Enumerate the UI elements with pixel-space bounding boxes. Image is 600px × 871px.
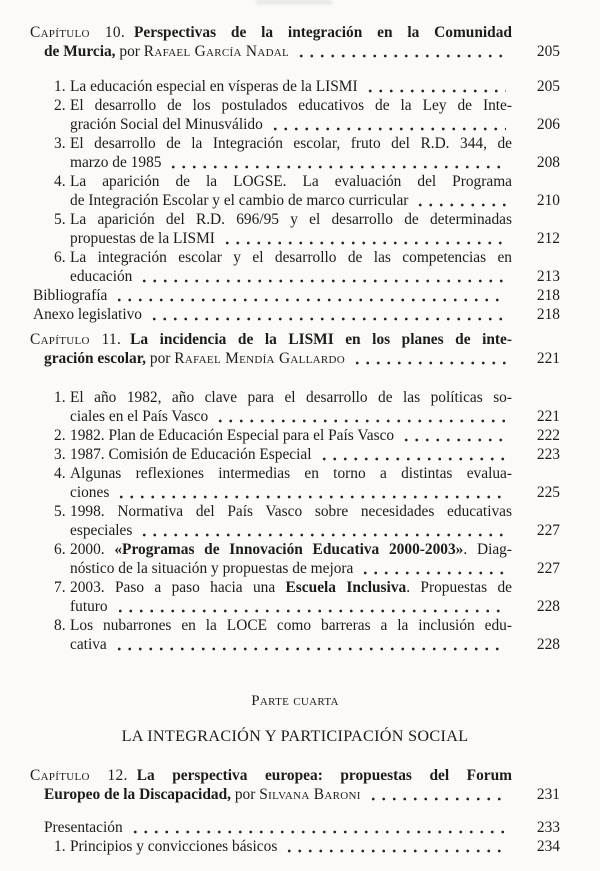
chapter-12-heading <box>30 766 560 804</box>
toc-item-number: 6. <box>54 249 66 266</box>
dot-leader <box>132 267 512 286</box>
toc-item-number: 5. <box>54 503 66 520</box>
toc-entry <box>30 96 560 115</box>
page-number: 228 <box>536 598 560 615</box>
page-number: 225 <box>536 484 560 501</box>
toc-item-text: La aparición del R.D. 696/95 y el desarrollo de determinadas <box>70 211 512 228</box>
page-number: 205 <box>536 78 560 95</box>
page-number: 210 <box>536 192 560 209</box>
dot-leader <box>277 837 512 856</box>
toc-entry <box>30 426 560 445</box>
por-text: por <box>234 786 256 803</box>
page-number: 218 <box>536 306 560 323</box>
toc-item-text: propuestas de la LISMI <box>70 230 215 247</box>
toc-entry <box>30 172 560 191</box>
toc-item-text: Principios y convicciones básicos <box>70 838 278 855</box>
dot-leader <box>408 191 512 210</box>
toc-item-text: ciales en el País Vasco <box>70 408 209 425</box>
page-number: 218 <box>536 287 560 304</box>
toc-entry-continuation <box>30 153 560 172</box>
toc-item-text: especiales <box>70 522 133 539</box>
toc-entry <box>30 445 560 464</box>
page-number: 206 <box>536 116 560 133</box>
dot-leader <box>353 559 512 578</box>
chapter-heading-text <box>30 330 512 349</box>
dot-leader <box>312 445 513 464</box>
toc-item-text-segment: 2000. <box>70 541 115 558</box>
page-number: 223 <box>536 446 560 463</box>
toc-item-number: 3. <box>54 135 66 152</box>
toc-item-text: La educación especial en vísperas de la LISMI <box>70 78 358 95</box>
dot-leader <box>107 635 512 654</box>
page-number: 233 <box>536 819 560 836</box>
chapter-10-heading <box>30 23 560 61</box>
chapter-title-continuation: de Murcia, <box>44 43 116 60</box>
dot-leader <box>132 521 512 540</box>
toc-entry-continuation <box>30 559 560 578</box>
toc-item-text: El desarrollo de la Integración escolar, fruto del R.D. 344, de <box>70 135 512 152</box>
page-number: 221 <box>536 408 560 425</box>
chapter-heading-line <box>30 785 560 804</box>
toc-item-text: El desarrollo de los postulados educativos de la Ley de Inte- <box>70 97 512 114</box>
toc-item-number: 4. <box>54 173 66 190</box>
toc-item-text: futuro <box>70 598 108 615</box>
dot-leader <box>107 286 512 305</box>
toc-item-number: 6. <box>54 541 66 558</box>
toc-entry <box>30 134 560 153</box>
toc-item-text: marzo de 1985 <box>70 154 162 171</box>
page-number: 231 <box>536 786 560 803</box>
toc-item-text: La integración escolar y el desarrollo de las competencias en <box>70 249 512 266</box>
toc-item-text: cativa <box>70 636 107 653</box>
chapter-heading-line <box>30 766 560 785</box>
toc-entry <box>30 818 560 837</box>
page-number: 234 <box>536 838 560 855</box>
author-name: Rafael García Nadal <box>143 43 290 60</box>
toc-item-text: Anexo legislativo <box>33 306 142 323</box>
chapter-title-continuation: Europeo de la Discapacidad, <box>44 786 231 803</box>
toc-entry-continuation <box>30 597 560 616</box>
part-kicker: Parte cuarta <box>251 693 339 709</box>
toc-item-number: 3. <box>54 446 66 463</box>
toc-item-number: 2. <box>54 97 66 114</box>
dot-leader <box>109 483 512 502</box>
author-name: Rafael Mendía Gallardo <box>174 350 346 367</box>
chapter-heading-line <box>30 330 560 349</box>
toc-item-text: 1982. Plan de Educación Especial para el País Vasco <box>70 427 395 444</box>
page-number: 227 <box>536 560 560 577</box>
toc-item-text-bold: Escuela Inclusiva <box>285 579 407 596</box>
chapter-title-continuation: gración escolar, <box>44 350 147 367</box>
toc-entry-continuation <box>30 635 560 654</box>
toc-item-number: 5. <box>54 211 66 228</box>
dot-leader <box>142 305 512 324</box>
toc-item-text: 1998. Normativa del País Vasco sobre necesidades educativas <box>70 503 512 520</box>
toc-item-number: 1. <box>54 389 66 406</box>
toc-item-text: El año 1982, año clave para el desarrollo de las políticas so- <box>70 389 512 406</box>
toc-item-text: Bibliografía <box>33 287 108 304</box>
chapter-12-items <box>30 818 560 856</box>
toc-entry <box>30 837 560 856</box>
toc-item-text: educación <box>70 268 133 285</box>
dot-leader <box>123 818 512 837</box>
toc-item-text-segment: . Propuestas de <box>406 579 512 596</box>
toc-entry-continuation <box>30 115 560 134</box>
dot-leader <box>394 426 512 445</box>
toc-entry <box>30 502 560 521</box>
page-number: 222 <box>536 427 560 444</box>
chapter-title: La perspectiva europea: propuestas del Forum <box>136 767 512 784</box>
toc-item-text-segment: 2003. Paso a paso hacia una <box>70 579 286 596</box>
chapter-heading-text <box>44 42 289 61</box>
dot-leader <box>161 153 512 172</box>
author-name: Silvana Baroni <box>259 786 361 803</box>
toc-entry-continuation <box>30 521 560 540</box>
toc-entry <box>30 540 560 559</box>
dot-leader <box>263 115 512 134</box>
toc-entry-continuation <box>30 267 560 286</box>
page-number: 221 <box>536 350 560 367</box>
toc-entry <box>30 578 560 597</box>
por-text: por <box>119 43 140 60</box>
toc-item-text <box>70 578 512 597</box>
toc-item-text: nóstico de la situación y propuestas de mejora <box>70 560 354 577</box>
chapter-heading-text <box>44 349 345 368</box>
page-number: 205 <box>536 43 560 60</box>
toc-item-number: 4. <box>54 465 66 482</box>
toc-item-text: ciones <box>70 484 110 501</box>
toc-entry <box>30 286 560 305</box>
chapter-label: Capítulo 10. <box>30 24 125 41</box>
dot-leader <box>361 785 512 804</box>
page-number: 212 <box>536 230 560 247</box>
toc-item-text: Algunas reflexiones intermedias en torno a distintas evalua- <box>70 465 512 482</box>
page-number: 228 <box>536 636 560 653</box>
toc-item-number: 2. <box>54 427 66 444</box>
dot-leader <box>289 42 512 61</box>
page-number: 213 <box>536 268 560 285</box>
toc-entry <box>30 248 560 267</box>
toc-entry <box>30 77 560 96</box>
toc-entry-continuation <box>30 483 560 502</box>
chapter-heading-text <box>30 23 512 42</box>
dot-leader <box>108 597 512 616</box>
chapter-label: Capítulo 12. <box>30 767 128 784</box>
toc-item-text: gración Social del Minusválido <box>70 116 263 133</box>
por-text: por <box>149 350 171 367</box>
toc-item-number: 7. <box>54 579 66 596</box>
toc-entry <box>30 388 560 407</box>
chapter-label: Capítulo 11. <box>30 331 122 348</box>
dot-leader <box>215 229 512 248</box>
chapter-heading-line <box>30 42 560 61</box>
chapter-10-items <box>30 77 560 324</box>
page-number: 208 <box>536 154 560 171</box>
toc-item-text: Los nubarrones en la LOCE como barreras a la inclusión edu- <box>70 617 512 634</box>
dot-leader <box>358 77 512 96</box>
toc-entry-continuation <box>30 407 560 426</box>
chapter-heading-text <box>30 766 512 785</box>
toc-entry-continuation <box>30 229 560 248</box>
toc-item-number: 1. <box>54 838 66 855</box>
chapter-heading-text <box>44 785 361 804</box>
toc-item-number: 1. <box>54 78 66 95</box>
toc-entry <box>30 210 560 229</box>
chapter-heading-line <box>30 349 560 368</box>
toc-entry <box>30 464 560 483</box>
chapter-title: La incidencia de la LISMI en los planes de inte- <box>130 331 512 348</box>
chapter-11-items <box>30 388 560 654</box>
chapter-heading-line <box>30 23 560 42</box>
toc-item-text: Presentación <box>44 819 123 836</box>
dot-leader <box>208 407 512 426</box>
toc-entry <box>30 616 560 635</box>
chapter-title: Perspectivas de la integración en la Comunidad <box>134 24 512 41</box>
toc-item-text: 1987. Comisión de Educación Especial <box>70 446 312 463</box>
page-number: 227 <box>536 522 560 539</box>
part-heading <box>30 692 560 746</box>
part-title: LA INTEGRACIÓN Y PARTICIPACIÓN SOCIAL <box>121 727 469 745</box>
toc-entry-continuation <box>30 191 560 210</box>
toc-item-text: La aparición de la LOGSE. La evaluación del Programa <box>70 173 512 190</box>
toc-item-text-segment: . Diag- <box>463 541 512 558</box>
dot-leader <box>345 349 512 368</box>
toc-item-text-bold: «Programas de Innovación Educativa 2000-2003» <box>114 541 464 558</box>
toc-item-text: de Integración Escolar y el cambio de marco curricular <box>70 192 409 209</box>
toc-entry <box>30 305 560 324</box>
toc-item-number: 8. <box>54 617 66 634</box>
toc-item-text <box>70 540 512 559</box>
chapter-11-heading <box>30 330 560 368</box>
